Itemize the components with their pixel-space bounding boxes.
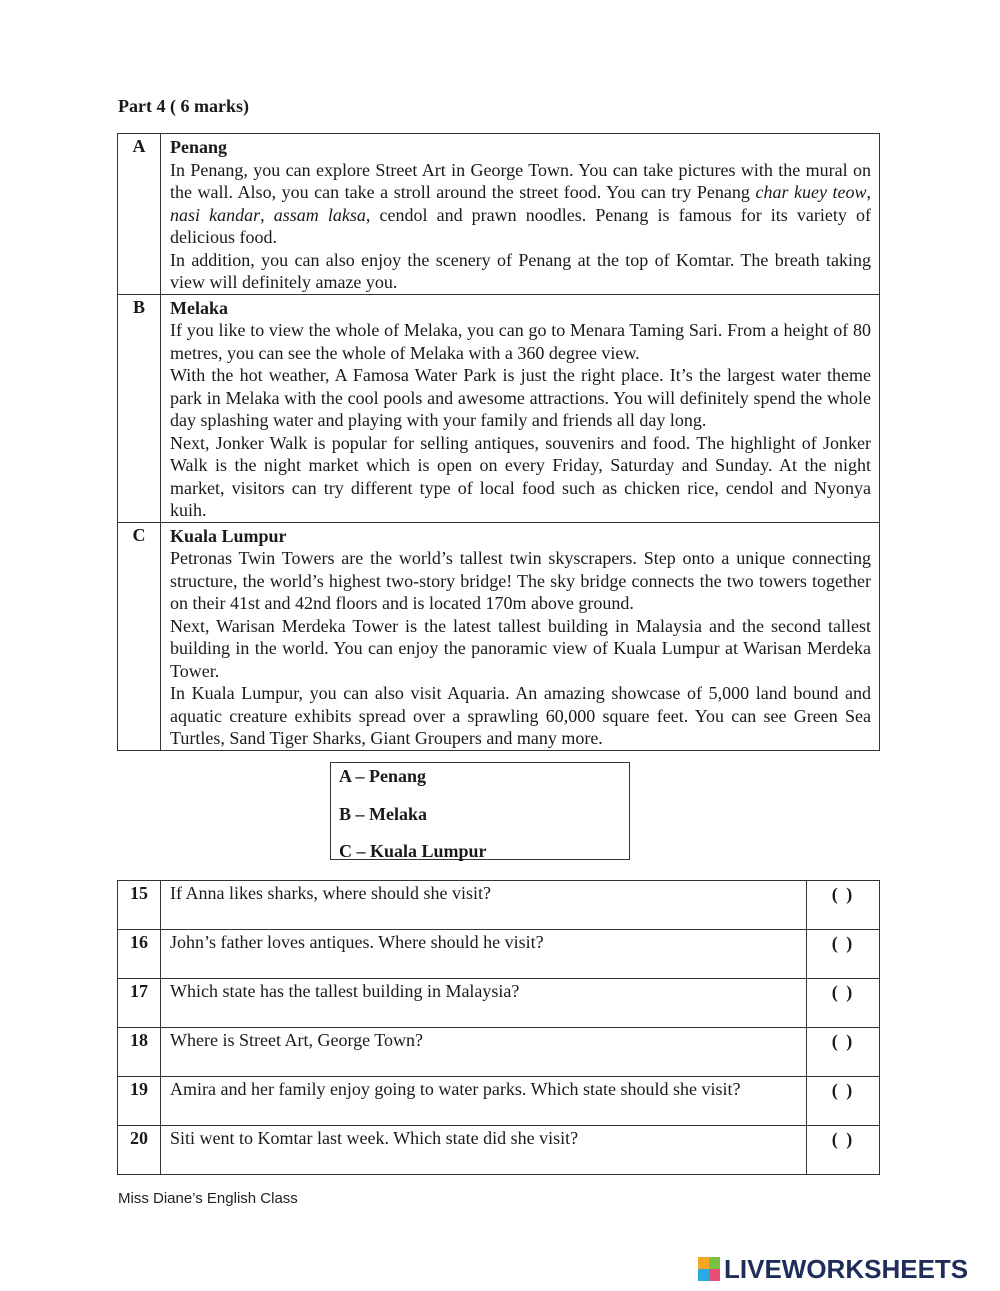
question-number: 18 <box>118 1028 161 1077</box>
question-row <box>118 1028 880 1077</box>
passage-paragraph: With the hot weather, A Famosa Water Park is just the right place. It’s the largest water theme park in Melaka with the cool pools and awesome attractions. You will definitely spend the whole day splashing water and playing with your family and friends all day long. <box>170 365 871 430</box>
question-text: Amira and her family enjoy going to water parks. Which state should she visit? <box>161 1077 807 1126</box>
question-row <box>118 979 880 1028</box>
passages-table <box>117 133 880 751</box>
answer-field[interactable]: ( ) <box>807 930 880 979</box>
footer-text: Miss Diane’s English Class <box>118 1190 298 1207</box>
answer-field[interactable]: ( ) <box>807 1077 880 1126</box>
questions-table <box>117 880 880 1175</box>
page-heading: Part 4 ( 6 marks) <box>118 96 249 116</box>
passage-paragraph: Next, Warisan Merdeka Tower is the latest tallest building in Malaysia and the second tallest building in the world. You can enjoy the panoramic view of Kuala Lumpur at Warisan Merdeka Tower. <box>170 615 871 681</box>
liveworksheets-logo[interactable] <box>698 1254 968 1284</box>
passage-body <box>161 522 880 750</box>
question-number: 19 <box>118 1077 161 1126</box>
logo-text: LIVEWORKSHEETS <box>724 1253 969 1284</box>
answer-field[interactable]: ( ) <box>807 979 880 1028</box>
passage-paragraph: In addition, you can also enjoy the scenery of Penang at the top of Komtar. The breath taking view will definitely amaze you. <box>170 249 871 292</box>
question-text: Which state has the tallest building in Malaysia? <box>161 979 807 1028</box>
passage-title: Penang <box>170 137 228 157</box>
question-text: John’s father loves antiques. Where should he visit? <box>161 930 807 979</box>
passage-paragraph: If you like to view the whole of Melaka, you can go to Menara Taming Sari. From a height of 80 metres, you can see the whole of Melaka with a 360 degree view. <box>170 320 871 363</box>
passage-row-c <box>118 522 880 750</box>
question-number: 16 <box>118 930 161 979</box>
question-number: 17 <box>118 979 161 1028</box>
question-row <box>118 881 880 930</box>
passage-paragraph: In Kuala Lumpur, you can also visit Aquaria. An amazing showcase of 5,000 land bound and aquatic creature exhibits spread over a sprawling 60,000 square feet. You can see Green Sea Turtles, Sand Tiger Sharks, Giant Groupers and many more. <box>170 683 871 748</box>
passage-row-b <box>118 294 880 522</box>
question-row <box>118 930 880 979</box>
passage-paragraph: Next, Jonker Walk is popular for selling antiques, souvenirs and food. The highlight of Jonker Walk is the night market which is open on every Friday, Saturday and Sunday. At the night market, visitors can try different type of local food such as chicken rice, cendol and Nyonya kuih. <box>170 432 871 520</box>
question-row <box>118 1126 880 1175</box>
question-number: 15 <box>118 881 161 930</box>
passage-body <box>161 134 880 295</box>
passage-label: A <box>118 134 161 295</box>
answer-key-box <box>330 762 630 860</box>
answer-field[interactable]: ( ) <box>807 1126 880 1175</box>
passage-body <box>161 294 880 522</box>
passage-paragraph: In Penang, you can explore Street Art in George Town. You can take pictures with the mural on the wall. Also, you can take a stroll around the street food. You can try Penang char kuey teow, nasi kandar, assam laksa, cendol and prawn noodles. Penang is famous for its variety of delicious food. <box>170 159 872 247</box>
question-number: 20 <box>118 1126 161 1175</box>
key-item: B – Melaka <box>339 803 427 824</box>
passage-title: Kuala Lumpur <box>170 525 287 546</box>
passage-label: B <box>118 294 161 522</box>
key-item: C – Kuala Lumpur <box>339 841 487 861</box>
passage-title: Melaka <box>170 297 228 318</box>
passage-row-a <box>118 134 880 295</box>
question-row <box>118 1077 880 1126</box>
logo-mark-icon <box>698 1257 720 1281</box>
answer-field[interactable]: ( ) <box>807 1028 880 1077</box>
question-text: If Anna likes sharks, where should she visit? <box>161 881 807 930</box>
question-text: Siti went to Komtar last week. Which state did she visit? <box>161 1126 807 1175</box>
passage-paragraph: Petronas Twin Towers are the world’s tallest twin skyscrapers. Step onto a unique connecting structure, the world’s highest two-story bridge! The sky bridge connects the two towers together on their 41st and 42nd floors and is located 170m above ground. <box>170 548 871 613</box>
key-item: A – Penang <box>339 766 427 786</box>
answer-field[interactable]: ( ) <box>807 881 880 930</box>
question-text: Where is Street Art, George Town? <box>161 1028 807 1077</box>
passage-label: C <box>118 522 161 750</box>
